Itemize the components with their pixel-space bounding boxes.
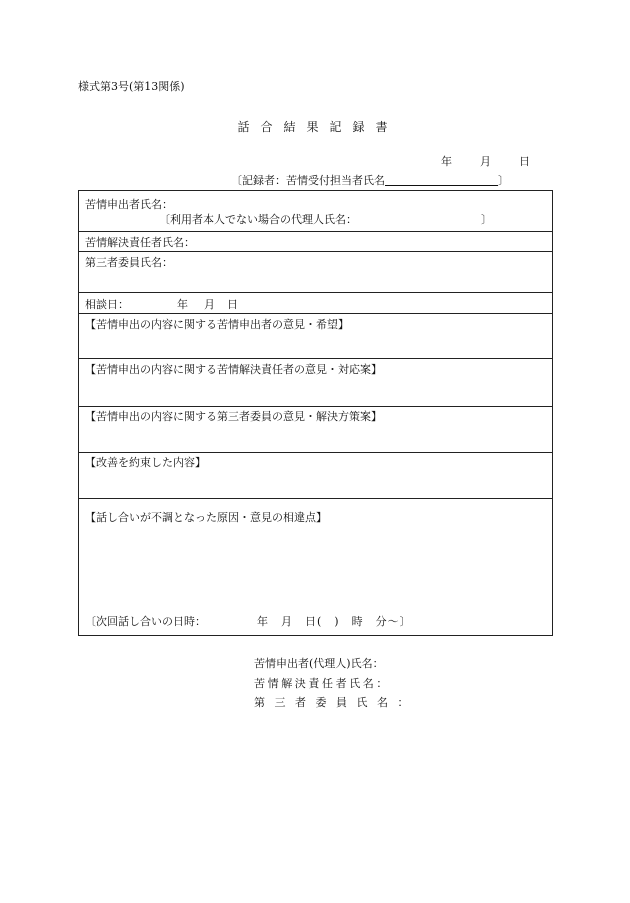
improvement-heading: 【改善を約束した内容】	[85, 456, 206, 469]
complainant-opinion-heading: 【苦情申出の内容に関する苦情申出者の意見・希望】	[85, 318, 349, 331]
consult-day: 日	[227, 298, 238, 311]
consult-date-row	[79, 293, 552, 314]
date-day: 日	[519, 155, 530, 168]
date-year: 年	[441, 155, 452, 168]
third-party-name-label: 第三者委員氏名：	[85, 256, 173, 269]
date-month: 月	[480, 155, 491, 168]
resolver-name-label: 苦情解決責任者氏名：	[85, 236, 195, 249]
resolver-signature-label: 苦情解決責任者氏名：	[254, 677, 390, 690]
resolver-row	[79, 232, 552, 252]
third-party-opinion-heading: 【苦情申出の内容に関する第三者委員の意見・解決方策案】	[85, 410, 382, 423]
improvement-row	[79, 453, 552, 499]
document-title: 話合結果記録書	[237, 120, 399, 134]
complainant-opinion-row	[79, 314, 552, 359]
resolver-opinion-heading: 【苦情申出の内容に関する苦情解決責任者の意見・対応案】	[85, 363, 382, 376]
disagreement-heading: 【話し合いが不調となった原因・意見の相違点】	[85, 511, 327, 524]
record-date	[441, 156, 530, 167]
agent-name-close: 〕	[481, 213, 492, 226]
next-meeting-label: 〔次回話し合いの日時：	[85, 615, 206, 628]
recorder-name-blank[interactable]	[385, 175, 498, 186]
form-number: 様式第3号(第13関係)	[78, 80, 185, 93]
agent-name-label: 〔利用者本人でない場合の代理人氏名：	[159, 213, 357, 226]
complainant-signature-label: 苦情申出者(代理人)氏名：	[254, 657, 384, 670]
consult-year: 年	[177, 298, 188, 311]
recorder-close: 〕	[498, 174, 509, 187]
consult-date-label: 相談日：	[85, 298, 129, 311]
complainant-name-label: 苦情申出者氏名：	[85, 198, 173, 211]
resolver-opinion-row	[79, 359, 552, 407]
complainant-row	[79, 191, 552, 232]
third-party-row	[79, 252, 552, 293]
recorder-label: 〔記録者：苦情受付担当者氏名	[231, 174, 385, 187]
recorder-line	[231, 175, 509, 186]
consult-month: 月	[204, 298, 215, 311]
record-table	[78, 190, 553, 636]
next-meeting-fields: 年 月 日( ) 時 分～〕	[257, 615, 412, 628]
third-party-signature-label: 第三者委員氏名：	[254, 696, 418, 709]
disagreement-row	[79, 499, 552, 635]
third-party-opinion-row	[79, 407, 552, 453]
